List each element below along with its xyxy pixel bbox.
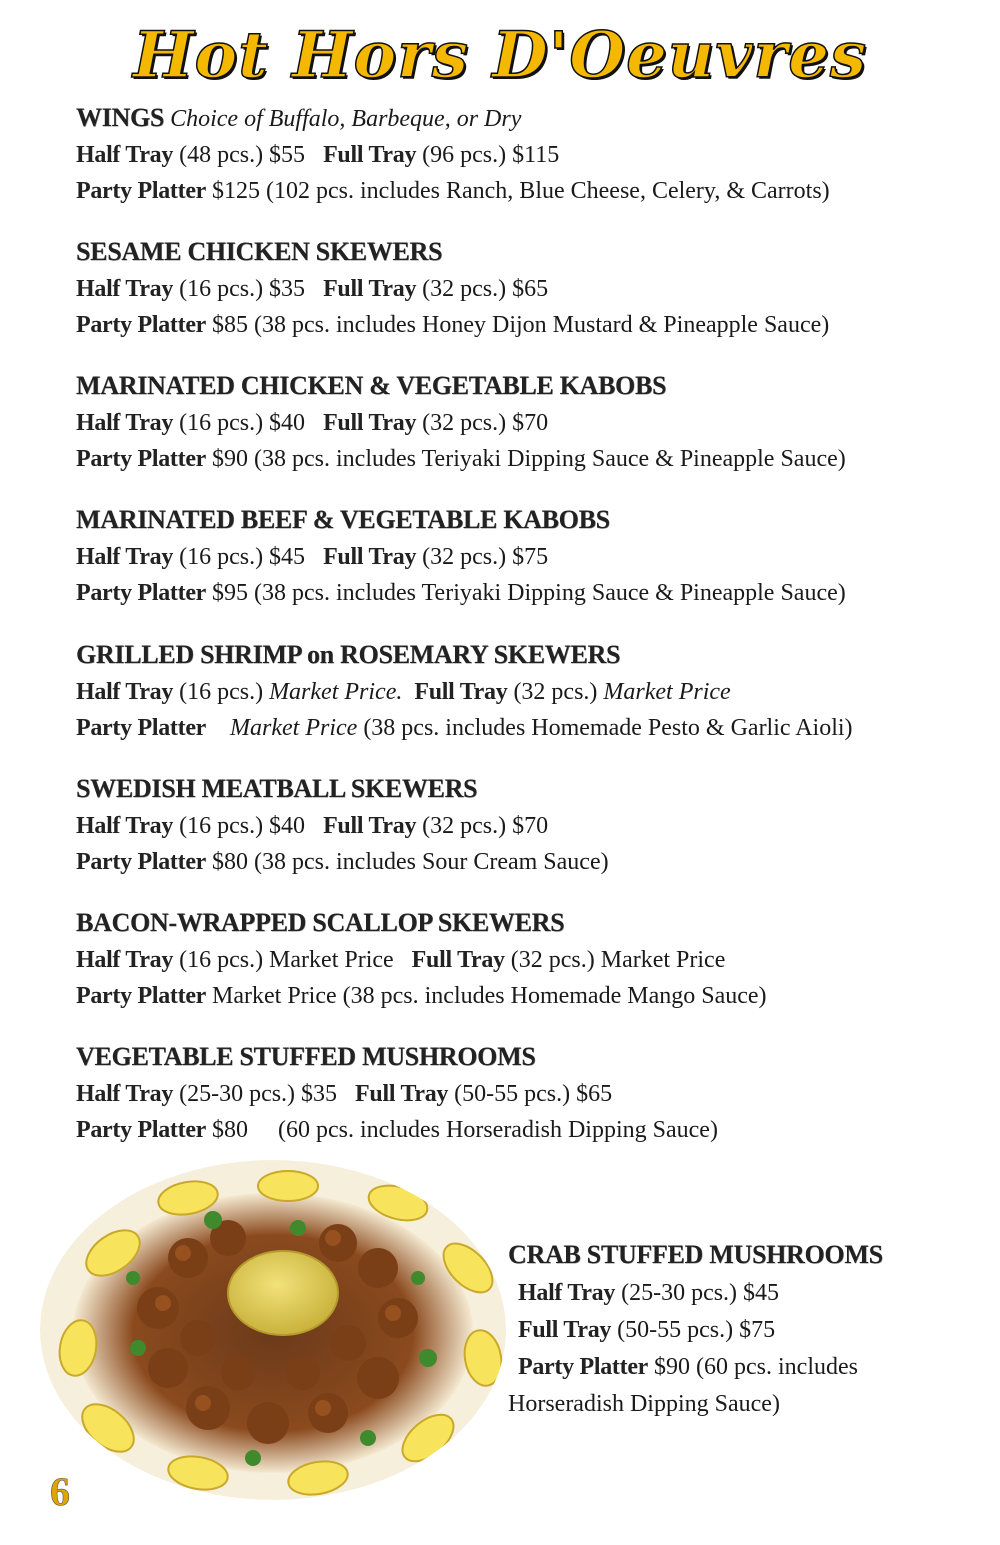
party-platter-label: Party Platter: [76, 715, 207, 741]
full-tray-detail: (96 pcs.) $115: [416, 142, 560, 168]
half-tray-label: Half Tray: [76, 947, 174, 973]
page-number: 6: [50, 1469, 70, 1514]
full-tray-label: Full Tray: [414, 679, 508, 705]
menu-item-swedish-meatball: [76, 771, 976, 880]
full-tray-label: Full Tray: [411, 947, 505, 973]
item-name: CRAB STUFFED MUSHROOMS: [508, 1240, 883, 1269]
full-tray-label: Full Tray: [323, 410, 417, 436]
party-platter-detail: $90 (38 pcs. includes Teriyaki Dipping Sauce & Pineapple Sauce): [206, 446, 846, 472]
half-tray-detail: (25-30 pcs.) $35: [173, 1081, 338, 1107]
half-tray-detail: (48 pcs.) $55: [173, 142, 306, 168]
menu-item-beef-kabobs: [76, 502, 976, 611]
half-tray-detail: (16 pcs.) $40: [173, 813, 306, 839]
item-name: SESAME CHICKEN SKEWERS: [76, 237, 443, 266]
item-name: MARINATED CHICKEN & VEGETABLE KABOBS: [76, 371, 667, 400]
full-tray-detail: (32 pcs.) $70: [416, 813, 549, 839]
half-tray-detail: (25-30 pcs.) $45: [615, 1280, 780, 1306]
half-tray-pieces: (16 pcs.): [173, 679, 270, 705]
party-platter-label: Party Platter: [76, 178, 207, 204]
half-tray-detail: (16 pcs.) Market Price: [173, 947, 394, 973]
item-note: Choice of Buffalo, Barbeque, or Dry: [170, 106, 522, 132]
party-platter-label: Party Platter: [76, 446, 207, 472]
item-name: WINGS: [76, 103, 165, 132]
party-platter-detail: (38 pcs. includes Homemade Pesto & Garlic Aioli): [357, 715, 853, 741]
half-tray-label: Half Tray: [76, 142, 174, 168]
full-tray-label: Full Tray: [323, 142, 417, 168]
party-platter-detail: $80 (38 pcs. includes Sour Cream Sauce): [206, 849, 609, 875]
full-tray-label: Full Tray: [518, 1317, 612, 1343]
menu-item-vegetable-mushrooms: [76, 1039, 976, 1148]
half-tray-label: Half Tray: [76, 544, 174, 570]
party-platter-detail: $125 (102 pcs. includes Ranch, Blue Cheese, Celery, & Carrots): [206, 178, 830, 204]
menu-item-wings: [76, 100, 976, 209]
half-tray-label: Half Tray: [76, 679, 174, 705]
party-platter-price: Market Price: [230, 715, 358, 741]
page-title: Hot Hors D'Oeuvres: [133, 18, 867, 93]
party-platter-detail-cont: Horseradish Dipping Sauce): [508, 1391, 780, 1417]
party-platter-detail: $85 (38 pcs. includes Honey Dijon Mustard & Pineapple Sauce): [206, 312, 830, 338]
half-tray-label: Half Tray: [76, 813, 174, 839]
menu-item-crab-mushrooms: [508, 1236, 978, 1423]
full-tray-label: Full Tray: [355, 1081, 449, 1107]
party-platter-detail: $90 (60 pcs. includes: [648, 1354, 858, 1380]
party-platter-label: Party Platter: [76, 849, 207, 875]
full-tray-price: Market Price: [603, 679, 731, 705]
full-tray-detail: (32 pcs.) $75: [416, 544, 549, 570]
party-platter-label: Party Platter: [76, 1117, 207, 1143]
party-platter-detail: (60 pcs. includes Horseradish Dipping Sauce): [278, 1117, 718, 1143]
party-platter-label: Party Platter: [76, 580, 207, 606]
half-tray-detail: (16 pcs.) $40: [173, 410, 306, 436]
menu-item-grilled-shrimp: [76, 637, 976, 746]
full-tray-detail: (50-55 pcs.) $75: [611, 1317, 776, 1343]
item-name: GRILLED SHRIMP on ROSEMARY SKEWERS: [76, 640, 621, 669]
half-tray-price: Market Price.: [269, 679, 403, 705]
half-tray-label: Half Tray: [76, 1081, 174, 1107]
half-tray-detail: (16 pcs.) $45: [173, 544, 306, 570]
party-platter-price: $80: [206, 1117, 249, 1143]
item-name: SWEDISH MEATBALL SKEWERS: [76, 774, 478, 803]
full-tray-detail: (32 pcs.) $65: [416, 276, 549, 302]
item-name: VEGETABLE STUFFED MUSHROOMS: [76, 1042, 536, 1071]
party-platter-label: Party Platter: [518, 1354, 649, 1380]
menu-item-sesame-chicken-skewers: [76, 234, 976, 343]
party-platter-label: Party Platter: [76, 983, 207, 1009]
full-tray-label: Full Tray: [323, 276, 417, 302]
half-tray-label: Half Tray: [518, 1280, 616, 1306]
party-platter-label: Party Platter: [76, 312, 207, 338]
menu-item-chicken-kabobs: [76, 368, 976, 477]
full-tray-label: Full Tray: [323, 813, 417, 839]
half-tray-label: Half Tray: [76, 276, 174, 302]
full-tray-detail: (32 pcs.) Market Price: [504, 947, 726, 973]
party-platter-detail: $95 (38 pcs. includes Teriyaki Dipping Sauce & Pineapple Sauce): [206, 580, 846, 606]
half-tray-label: Half Tray: [76, 410, 174, 436]
full-tray-label: Full Tray: [323, 544, 417, 570]
full-tray-pieces: (32 pcs.): [507, 679, 604, 705]
full-tray-detail: (50-55 pcs.) $65: [448, 1081, 613, 1107]
half-tray-detail: (16 pcs.) $35: [173, 276, 306, 302]
food-platter-photo: [38, 1158, 508, 1503]
menu-item-bacon-scallop: [76, 905, 976, 1014]
item-name: MARINATED BEEF & VEGETABLE KABOBS: [76, 505, 610, 534]
full-tray-detail: (32 pcs.) $70: [416, 410, 549, 436]
party-platter-detail: Market Price (38 pcs. includes Homemade Mango Sauce): [206, 983, 767, 1009]
item-name: BACON-WRAPPED SCALLOP SKEWERS: [76, 908, 565, 937]
